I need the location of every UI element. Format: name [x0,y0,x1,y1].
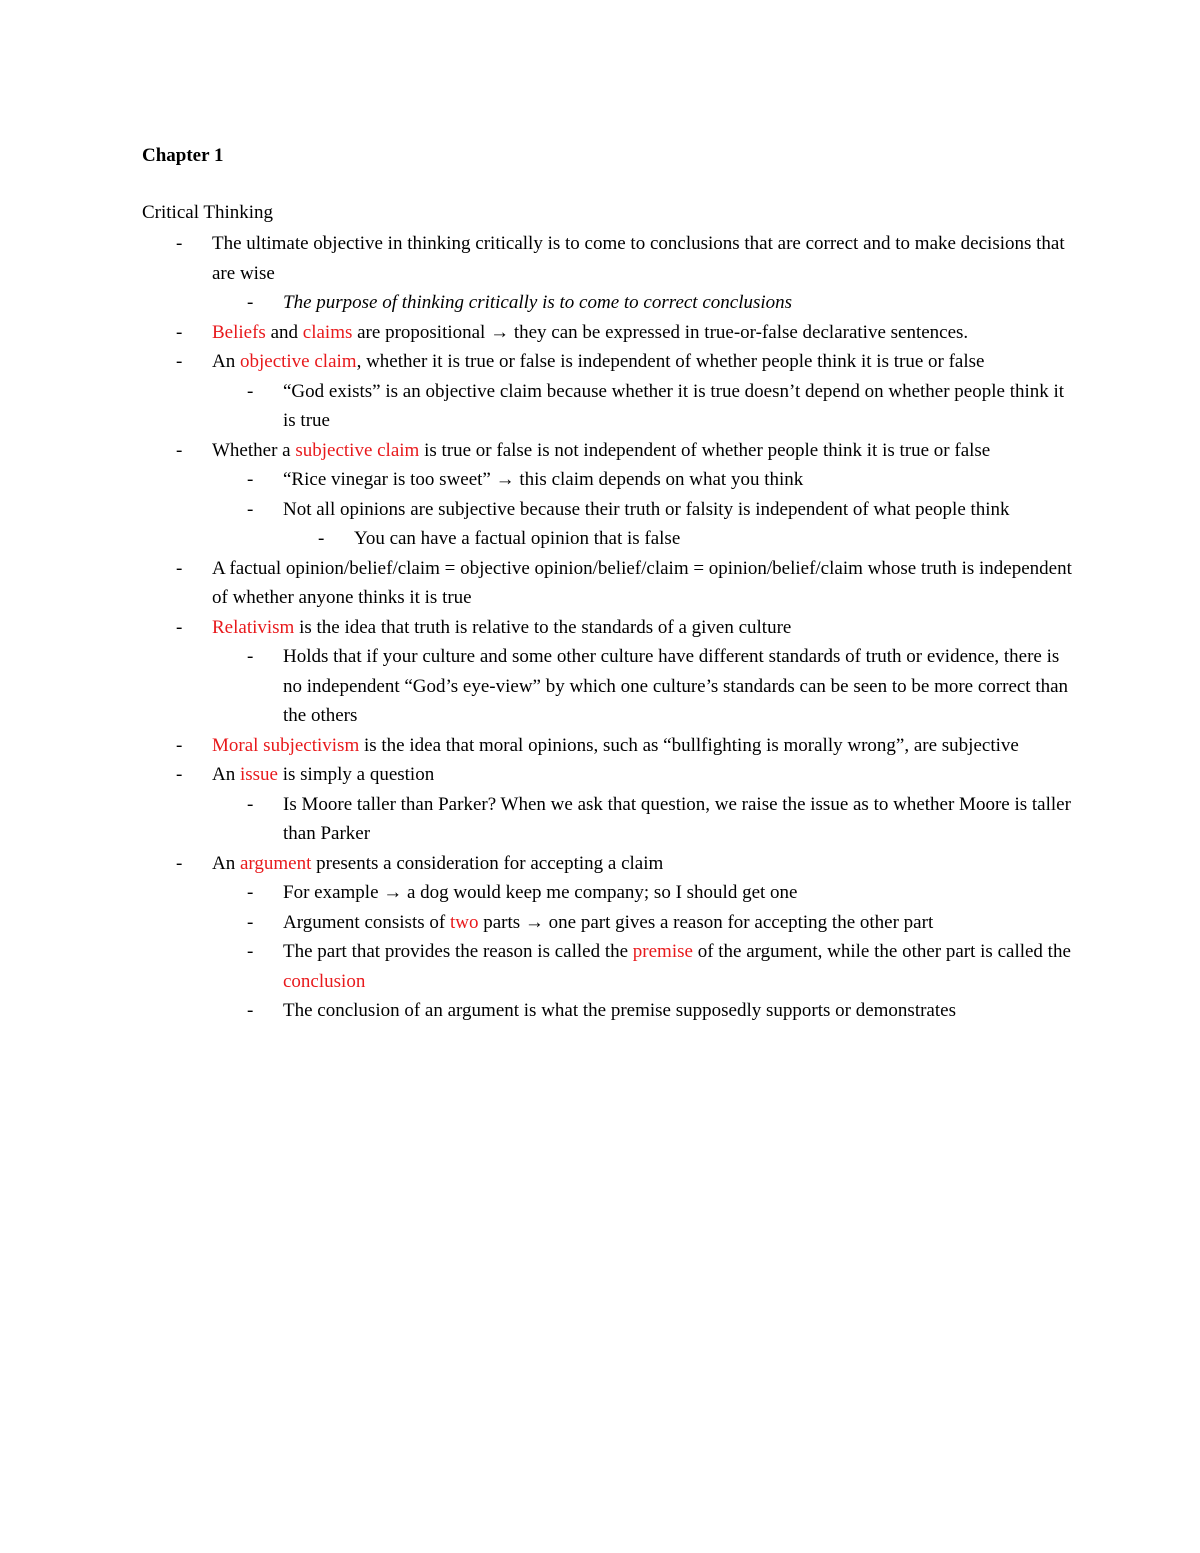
note-text-segment: You can have a factual opinion that is false [354,528,681,549]
note-text [283,790,1073,849]
note-text-segment: Holds that if your culture and some other culture have different standards of truth or evidence, there is no independent “God’s eye-view” by which one culture’s standards can be seen to be more correct than the others [283,646,1069,726]
bullet-dash: - [176,734,183,756]
bullet-dash: - [247,380,254,402]
note-item-level-2 [0,465,1200,495]
bullet-dash: - [247,498,254,520]
note-item-level-1 [0,347,1200,377]
note-text [212,318,1072,348]
highlighted-term: issue [239,764,278,785]
bullet-dash: - [247,1000,254,1021]
highlighted-term: Beliefs [212,321,266,343]
note-item-level-1 [0,731,1200,761]
note-text-segment: is the idea that truth is relative to the standards of a given culture [294,616,792,638]
note-text-segment: “Rice vinegar is too sweet” → this claim depends on what you think [283,469,804,490]
note-text-segment: are propositional → they can be expressed in true-or-false declarative sentences. [352,321,969,343]
bullet-dash: - [247,941,254,962]
bullet-dash: - [176,233,183,254]
note-text-segment: An [212,764,240,785]
bullet-dash: - [247,793,254,815]
notes-list [0,229,1200,1026]
note-text [283,495,1073,525]
note-item-level-3 [0,524,1200,554]
note-text-segment: For example → a dog would keep me company; so I should get one [283,882,798,903]
note-text-segment: The part that provides the reason is called the [283,941,633,962]
note-text [212,229,1072,288]
note-text-segment: An [212,351,240,372]
highlighted-term: argument [239,852,312,874]
note-text-segment: The ultimate objective in thinking critically is to come to conclusions that are correct and to make decisions that are wise [212,233,1065,284]
note-text [283,377,1073,436]
note-text-segment: of the argument, while the other part is called the [692,941,1071,962]
highlighted-term: subjective claim [295,439,420,461]
highlighted-term: claims [302,321,353,343]
note-text [212,849,1072,879]
note-text [283,878,1073,908]
note-text-segment: An [212,852,240,874]
note-text-segment: is the idea that moral opinions, such as “bullfighting is morally wrong”, are subjective [359,734,1019,756]
bullet-dash: - [318,528,325,549]
note-item-level-1 [0,229,1200,288]
note-item-level-2 [0,642,1200,731]
note-item-level-1 [0,318,1200,348]
note-text [283,465,1073,495]
note-text-segment: “God exists” is an objective claim because whether it is true doesn’t depend on whether people think it is true [283,380,1065,431]
bullet-dash: - [247,646,254,667]
note-item-level-2 [0,495,1200,525]
note-text-segment: presents a consideration for accepting a claim [311,852,664,874]
note-text-segment: is true or false is not independent of whether people think it is true or false [419,439,991,461]
note-text [354,524,1074,554]
highlighted-term: conclusion [283,970,366,992]
note-text [283,288,1073,318]
note-text-segment: is simply a question [277,764,435,785]
note-text [212,613,1072,643]
note-item-level-2 [0,878,1200,908]
note-text [283,937,1073,996]
note-text [212,436,1072,466]
note-item-level-2 [0,996,1200,1026]
note-text-segment: parts → one part gives a reason for accepting the other part [478,911,934,933]
note-text [283,642,1073,731]
note-item-level-2 [0,377,1200,436]
note-text [212,347,1072,377]
note-item-level-2 [0,790,1200,849]
note-text-segment: Not all opinions are subjective because their truth or falsity is independent of what people think [283,498,1010,520]
note-item-level-2 [0,937,1200,996]
note-text-segment: The purpose of thinking critically is to come to correct conclusions [283,292,793,313]
highlighted-term: premise [632,941,693,962]
bullet-dash: - [176,764,183,785]
note-text-segment: Is Moore taller than Parker? When we ask that question, we raise the issue as to whether Moore is taller than Parker [283,793,1071,844]
chapter-title: Chapter 1 [142,145,224,166]
note-item-level-1 [0,613,1200,643]
bullet-dash: - [176,351,183,372]
section-heading: Critical Thinking [142,202,274,223]
note-text-segment: , whether it is true or false is independent of whether people think it is true or false [356,351,985,372]
note-text-segment: Argument consists of [283,911,450,933]
note-text [212,760,1072,790]
note-item-level-1 [0,760,1200,790]
bullet-dash: - [247,292,254,313]
note-item-level-1 [0,849,1200,879]
note-text [212,554,1072,613]
highlighted-term: Relativism [212,616,295,638]
bullet-dash: - [176,616,183,638]
highlighted-term: two [449,911,479,933]
note-item-level-2 [0,288,1200,318]
note-text-segment: and [265,321,303,343]
note-item-level-2 [0,908,1200,938]
note-text-segment: Whether a [212,439,296,461]
highlighted-term: objective claim [239,351,357,372]
note-item-level-1 [0,554,1200,613]
note-text [283,996,1073,1026]
note-text [283,908,1073,938]
highlighted-term: Moral subjectivism [212,734,360,756]
bullet-dash: - [247,911,254,933]
note-text-segment: A factual opinion/belief/claim = objective opinion/belief/claim = opinion/belief/claim whose truth is independent of whether anyone thinks it is true [212,557,1072,608]
bullet-dash: - [176,439,183,461]
bullet-dash: - [176,557,183,579]
bullet-dash: - [247,469,254,490]
note-text-segment: The conclusion of an argument is what the premise supposedly supports or demonstrates [283,1000,956,1021]
note-item-level-1 [0,436,1200,466]
bullet-dash: - [176,852,183,874]
bullet-dash: - [247,882,254,903]
note-text [212,731,1072,761]
bullet-dash: - [176,321,183,343]
